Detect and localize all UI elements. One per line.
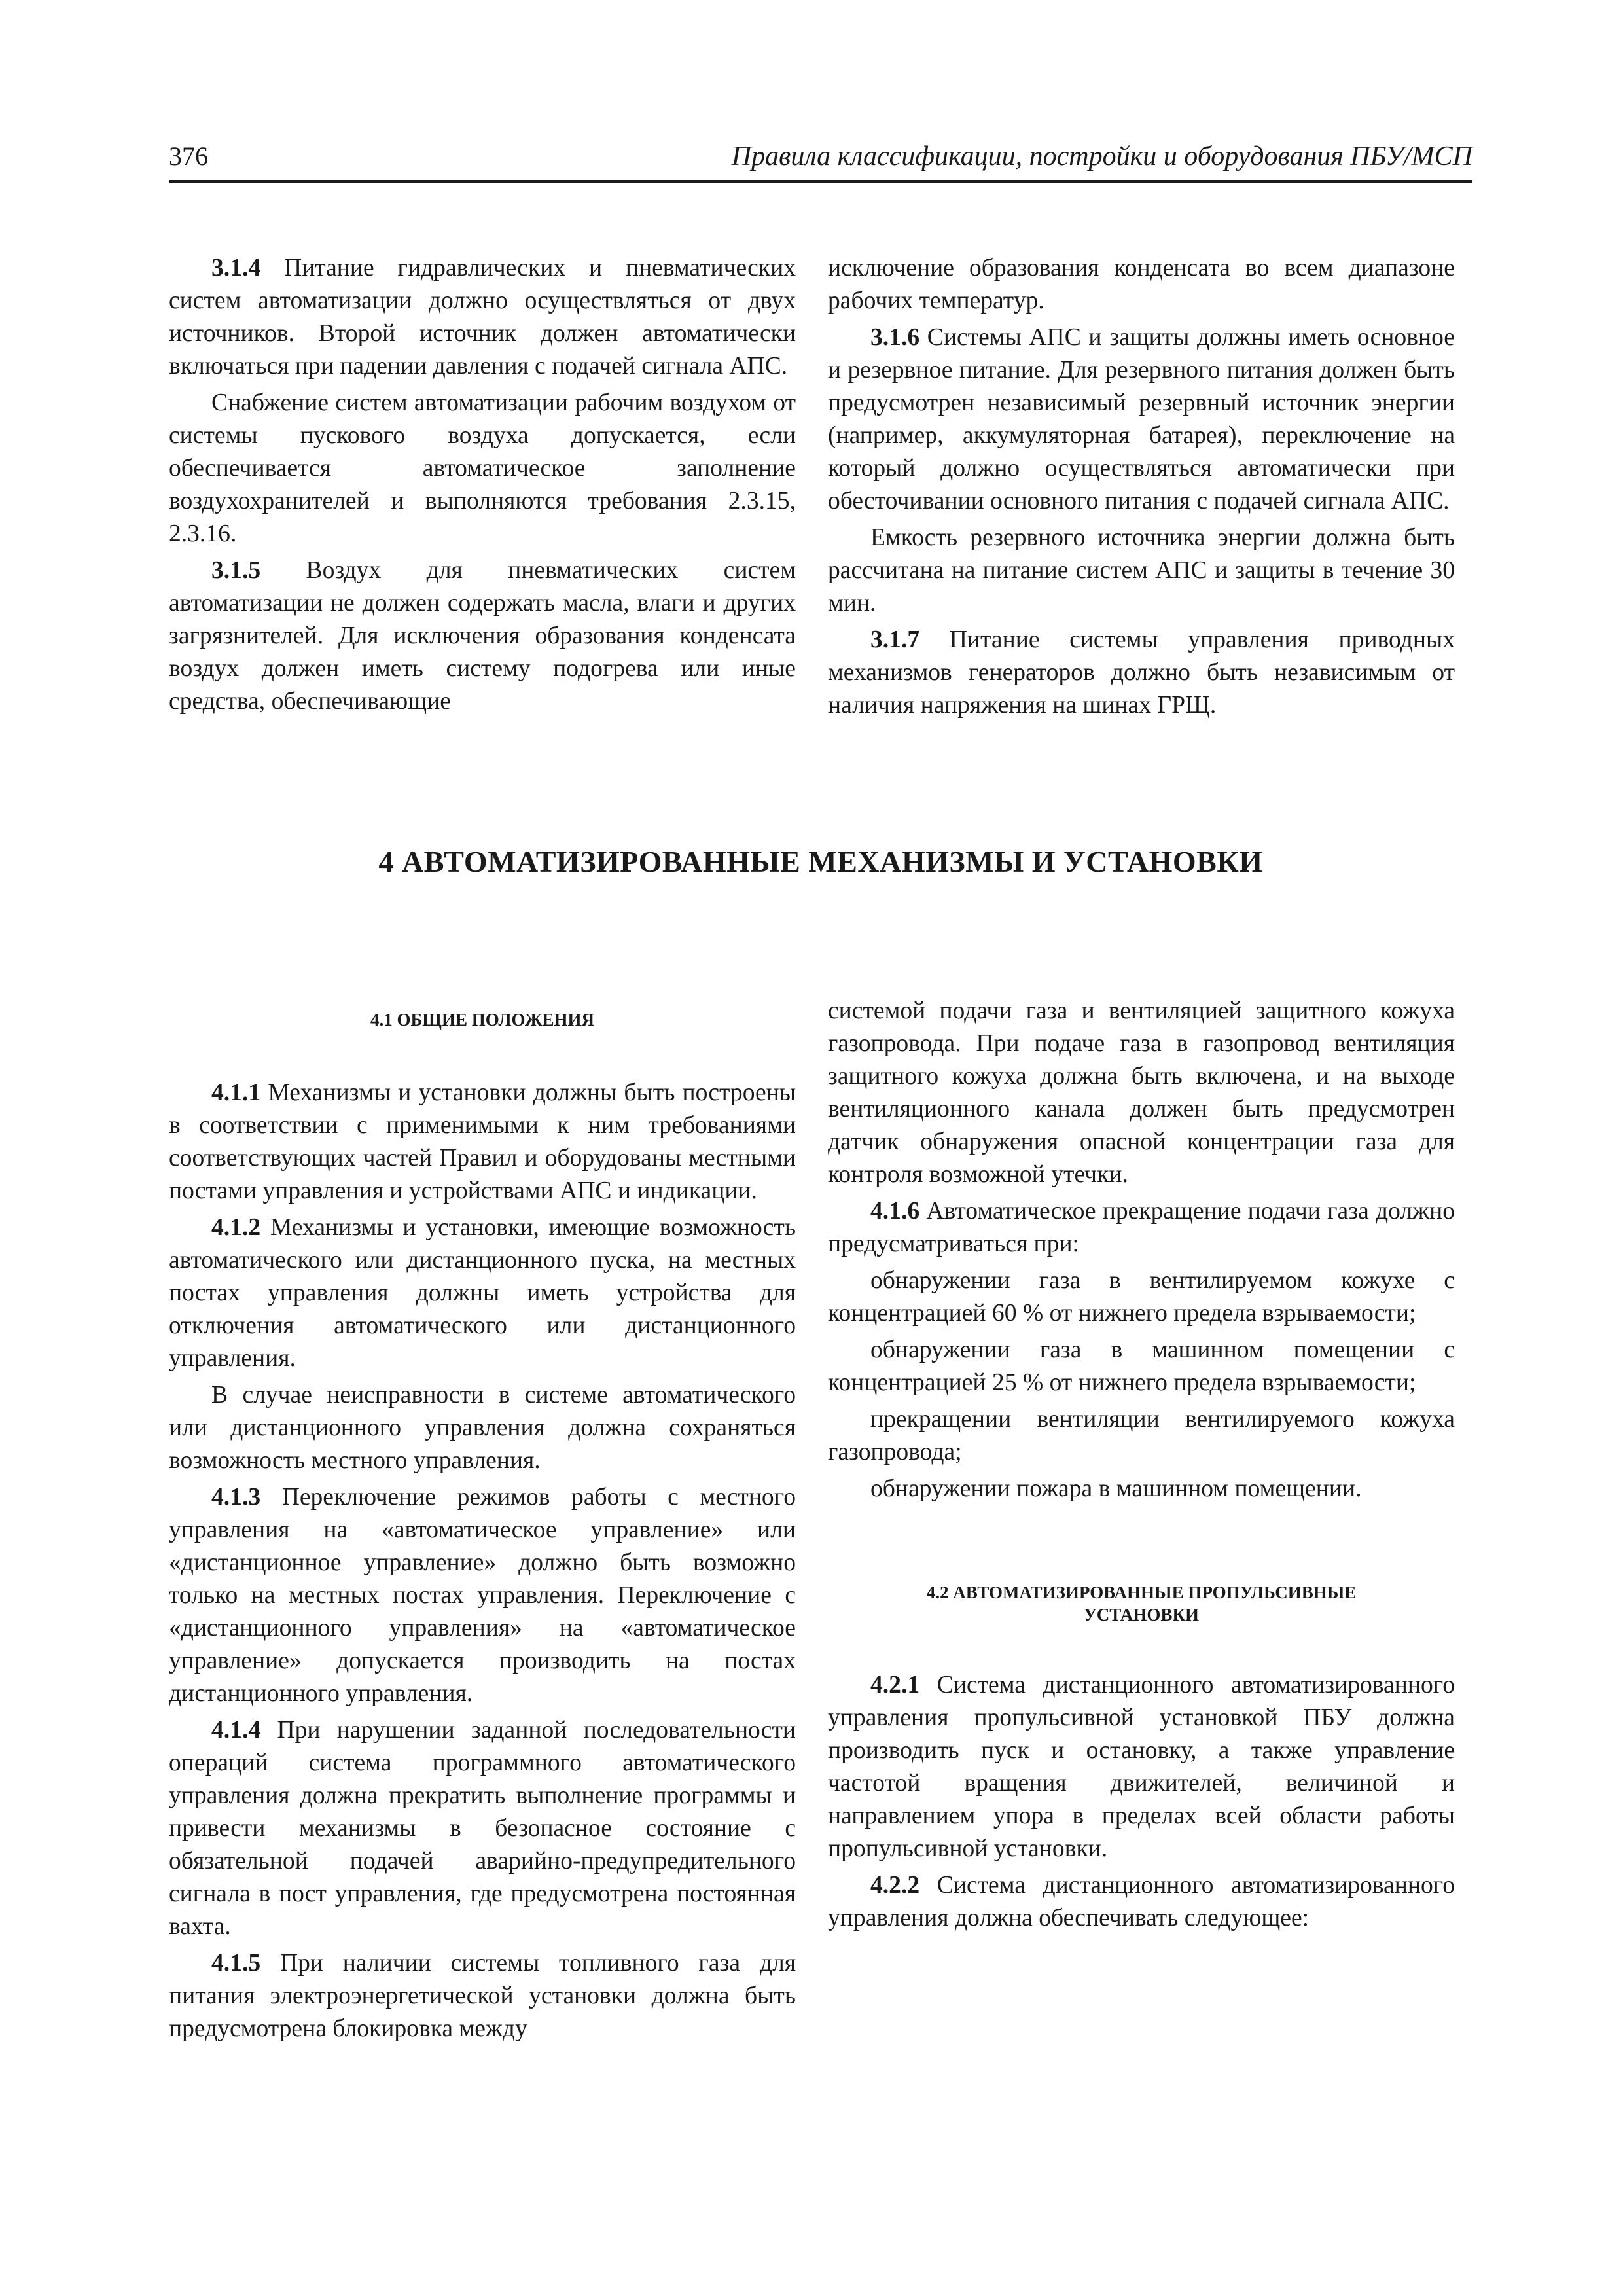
paragraph	[828, 522, 1455, 620]
clause-number: 4.1.1	[211, 1079, 261, 1106]
paragraph	[169, 1379, 796, 1477]
paragraph	[828, 252, 1455, 317]
clause-number: 4.1.3	[211, 1484, 261, 1511]
paragraph-text: Переключение режимов работы с местного управления на «автоматическое управление» или «дистанционное управление» должно быть возможно только на местных постах управления. Переключение с «дистанционного управления» на «автоматическое управление» допускается производить на постах дистанционного управления.	[169, 1484, 796, 1707]
clause-number: 4.1.4	[211, 1717, 261, 1744]
clause-number: 4.1.5	[211, 1950, 261, 1977]
paragraph-text: прекращении вентиляции вентилируемого кожуха газопровода;	[828, 1406, 1455, 1465]
clause-number: 4.2.2	[870, 1872, 920, 1899]
paragraph-text: исключение образования конденсата во всем диапазоне рабочих температур.	[828, 255, 1455, 314]
clause-number: 4.2.1	[870, 1672, 920, 1698]
paragraph-text: Емкость резервного источника энергии должна быть рассчитана на питание систем АПС и защиты в течение 30 мин.	[828, 524, 1455, 617]
paragraph	[169, 1947, 796, 2045]
clause-number: 3.1.4	[211, 255, 261, 281]
running-title: Правила классификации, постройки и оборудования ПБУ/МСП	[731, 141, 1472, 171]
paragraph-text: обнаружении газа в вентилируемом кожухе с концентрацией 60 % от нижнего предела взрываемости;	[828, 1267, 1455, 1327]
clause-number: 3.1.7	[870, 626, 920, 653]
paragraph-text: Механизмы и установки, имеющие возможность автоматического или дистанционного пуска, на местных постах управления должны иметь устройства для отключения автоматического или дистанционного управления.	[169, 1214, 796, 1372]
paragraph	[828, 1195, 1455, 1261]
paragraph-text: Система дистанционного автоматизированного управления должна обеспечивать следующее:	[828, 1872, 1455, 1931]
paragraph	[169, 252, 796, 383]
paragraph-text: Системы АПС и защиты должны иметь основное и резервное питание. Для резервного питания должен быть предусмотрен независимый резервный источник энергии (например, аккумуляторная батарея), переключение на который должно осуществляться автоматически при обесточивании основного питания с подачей сигнала АПС.	[828, 324, 1455, 514]
paragraph	[828, 321, 1455, 518]
paragraph	[169, 387, 796, 550]
paragraph-text: При наличии системы топливного газа для питания электроэнергетической установки должна быть предусмотрена блокировка между	[169, 1950, 796, 2042]
paragraph	[828, 1403, 1455, 1469]
paragraph	[169, 1077, 796, 1208]
paragraph-text: Система дистанционного автоматизированного управления пропульсивной установкой ПБУ должна производить пуск и остановку, а также управление частотой вращения движителей, величиной и направлением упора в пределах всей области работы пропульсивной установки.	[828, 1672, 1455, 1862]
section-4-1-title: 4.1 ОБЩИЕ ПОЛОЖЕНИЯ	[370, 1010, 595, 1030]
paragraph	[828, 1473, 1455, 1505]
paragraph	[169, 1481, 796, 1710]
paragraph-text: Воздух для пневматических систем автоматизации не должен содержать масла, влаги и других загрязнителей. Для исключения образования конденсата воздух должен иметь систему подогрева или иные средства, обеспечивающие	[169, 557, 796, 715]
page-number: 376	[169, 141, 208, 171]
paragraph	[828, 624, 1455, 722]
paragraph-text: Питание гидравлических и пневматических систем автоматизации должно осуществляться от двух источников. Второй источник должен автоматически включаться при падении давления с подачей сигнала АПС.	[169, 255, 796, 380]
paragraph	[169, 554, 796, 718]
section-4-1-continued	[828, 995, 1455, 1505]
clause-number: 4.1.6	[870, 1198, 920, 1225]
paragraph	[169, 1211, 796, 1375]
page-header	[169, 134, 1472, 183]
paragraph	[169, 1714, 796, 1943]
paragraph-text: системой подачи газа и вентиляцией защитного кожуха газопровода. При подаче газа в газопровод вентиляция защитного кожуха должна быть включена, и на выходе вентиляционного канала должен быть предусмотрен датчик обнаружения опасной концентрации газа для контроля возможной утечки.	[828, 997, 1455, 1188]
bottom-right-column	[828, 995, 1455, 1939]
clause-number: 3.1.5	[211, 557, 261, 584]
paragraph-text: Снабжение систем автоматизации рабочим воздухом от системы пускового воздуха допускается, если обеспечивается автоматическое заполнение воздухохранителей и выполняются требования 2.3.15, 2.3.16.	[169, 389, 796, 547]
paragraph	[828, 1869, 1455, 1935]
paragraph	[828, 1669, 1455, 1865]
chapter-title: 4 АВТОМАТИЗИРОВАННЫЕ МЕХАНИЗМЫ И УСТАНОВКИ	[378, 845, 1263, 878]
paragraph	[828, 1334, 1455, 1399]
top-right-column	[828, 252, 1455, 726]
section-4-2-body	[828, 1669, 1455, 1935]
paragraph-text: Питание системы управления приводных механизмов генераторов должно быть независимым от наличия напряжения на шинах ГРЩ.	[828, 626, 1455, 719]
paragraph	[828, 1265, 1455, 1330]
section-4-1-body	[169, 1077, 796, 2045]
paragraph	[828, 995, 1455, 1191]
paragraph-text: Автоматическое прекращение подачи газа должно предусматриваться при:	[828, 1198, 1455, 1257]
paragraph-text: Механизмы и установки должны быть построены в соответствии с применимыми к ним требованиями соответствующих частей Правил и оборудованы местными постами управления и устройствами АПС и индикации.	[169, 1079, 796, 1204]
bottom-left-column	[169, 1003, 796, 2049]
clause-number: 4.1.2	[211, 1214, 261, 1241]
paragraph-text: обнаружении газа в машинном помещении с концентрацией 25 % от нижнего предела взрываемости;	[828, 1336, 1455, 1396]
paragraph-text: В случае неисправности в системе автоматического или дистанционного управления должна сохраняться возможность местного управления.	[169, 1382, 796, 1474]
clause-number: 3.1.6	[870, 324, 920, 351]
paragraph-text: обнаружении пожара в машинном помещении.	[870, 1475, 1362, 1502]
top-left-column	[169, 252, 796, 722]
section-4-2-title: 4.2 АВТОМАТИЗИРОВАННЫЕ ПРОПУЛЬСИВНЫЕ УСТАНОВКИ	[926, 1583, 1357, 1624]
paragraph-text: При нарушении заданной последовательности операций система программного автоматического управления должна прекратить выполнение программы и привести механизмы в безопасное состояние с обязательной подачей аварийно-предупредительного сигнала в пост управления, где предусмотрена постоянная вахта.	[169, 1717, 796, 1940]
